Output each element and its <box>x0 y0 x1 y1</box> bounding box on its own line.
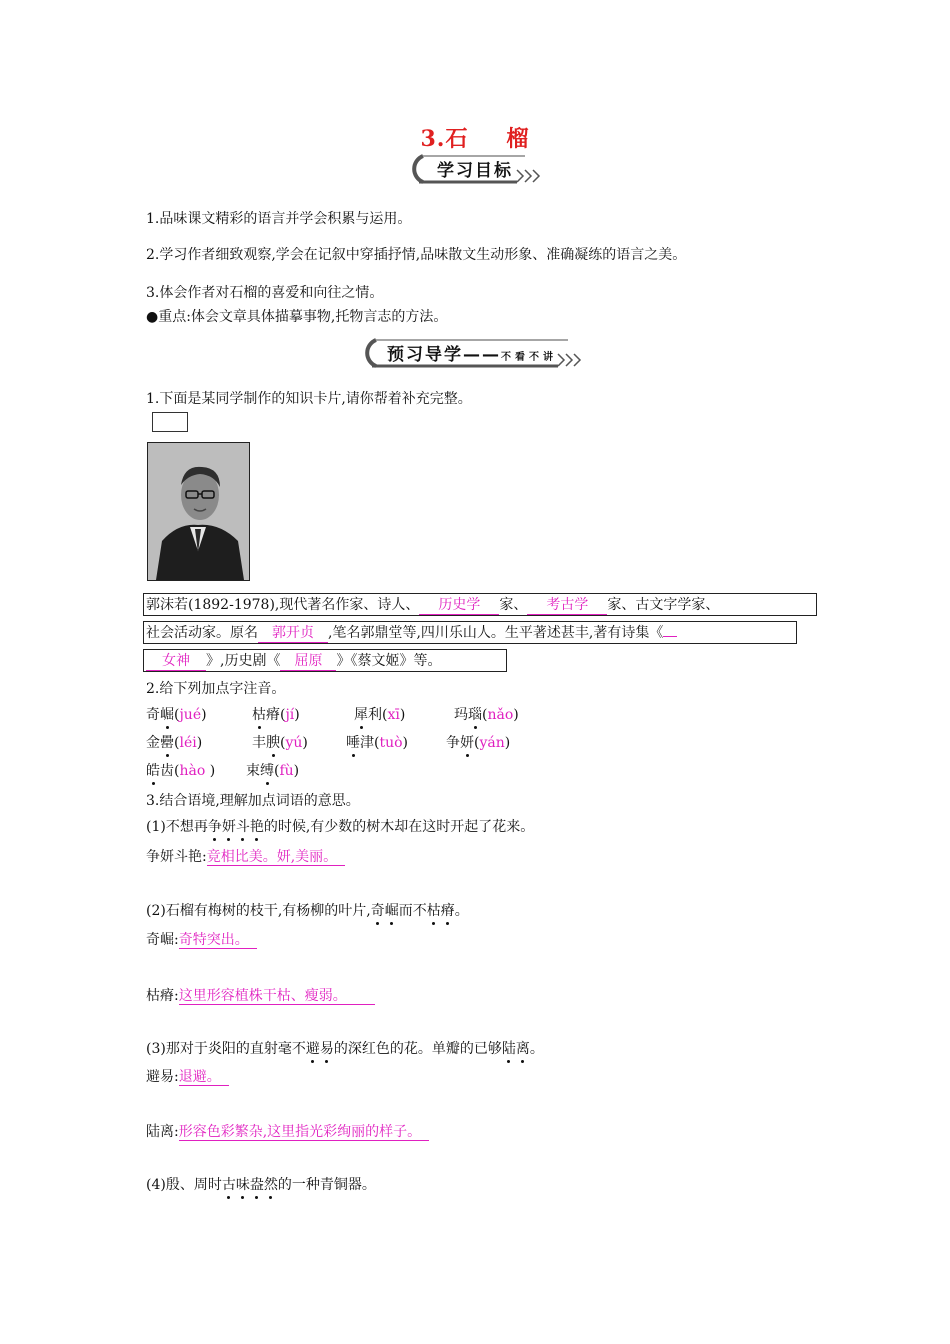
dotted-word <box>502 1041 530 1057</box>
dotted-word <box>222 1177 278 1193</box>
objective-item: 1.品味课文精彩的语言并学会积累与运用。 <box>146 211 412 227</box>
pinyin-item: 金罍(léi) <box>146 735 203 751</box>
answer-blank[interactable]: 历史学 <box>419 594 499 615</box>
dotted-char: 崛 <box>384 903 399 919</box>
pinyin-item: 玛瑙(nǎo) <box>454 707 519 723</box>
pinyin-item: 丰腴(yú) <box>252 735 308 751</box>
pinyin-item: 枯瘠(jí) <box>252 707 300 723</box>
answer-blank[interactable]: 屈原 <box>280 650 336 671</box>
pinyin-item: 唾津(tuò) <box>346 735 409 751</box>
answer-blank[interactable]: 郭开贞 <box>258 622 328 643</box>
pinyin-item: 皓齿(hào ) <box>146 763 216 779</box>
question-3-prompt: 3.结合语境,理解加点词语的意思。 <box>146 793 360 809</box>
answer-line: 枯瘠:这里形容植株干枯、瘦弱。 <box>146 985 375 1005</box>
dotted-word <box>371 903 399 919</box>
question-1-prompt: 1.下面是某同学制作的知识卡片,请你帮着补充完整。 <box>146 391 472 407</box>
dotted-char: 味 <box>235 1177 250 1193</box>
answer-blank[interactable]: 考古学 <box>527 594 607 615</box>
dotted-char: 争 <box>207 819 222 835</box>
dotted-char: 古 <box>221 1177 236 1193</box>
dotted-char: 艳 <box>249 819 264 835</box>
key-point: ●重点:体会文章具体描摹事物,托物言志的方法。 <box>146 309 448 325</box>
context-sentence-2: (2)石榴有梅树的枝干,有杨柳的叶片,奇崛而不枯瘠。 <box>146 903 469 919</box>
context-sentence-4: (4)殷、周时古味盎然的一种青铜器。 <box>146 1177 376 1193</box>
pinyin-item: 奇崛(jué) <box>146 707 207 723</box>
dotted-word <box>306 1041 334 1057</box>
card-line-3: 女神 》,历史剧《 屈原 》《蔡文姬》等。 <box>143 649 507 672</box>
objective-item: 2.学习作者细致观察,学会在记叙中穿插抒情,品味散文生动形象、准确凝练的语言之美。 <box>146 247 687 263</box>
answer-blank[interactable]: 女神 <box>146 650 206 671</box>
dotted-char: 枯 <box>426 903 441 919</box>
dotted-char: 易 <box>319 1041 334 1057</box>
pinyin-item: 争妍(yán) <box>446 735 511 751</box>
dotted-word <box>427 903 455 919</box>
pinyin-item: 束缚(fù) <box>246 763 300 779</box>
section-banner-objectives <box>405 150 545 186</box>
banner-label: 预习导学——不看不讲 <box>387 344 557 365</box>
dotted-char: 斗 <box>235 819 250 835</box>
page-title: 3.石 榴 <box>420 126 530 152</box>
section-banner-preview <box>358 334 586 370</box>
author-photo <box>147 442 250 581</box>
context-sentence-3: (3)那对于炎阳的直射毫不避易的深红色的花。单瓣的已够陆离。 <box>146 1041 544 1057</box>
dotted-char: 避 <box>305 1041 320 1057</box>
card-line-2: 社会活动家。原名 郭开贞 ,笔名郭鼎堂等,四川乐山人。生平著述甚丰,著有诗集《 <box>143 621 797 644</box>
answer-line: 奇崛:奇特突出。 <box>146 929 257 949</box>
dotted-char: 然 <box>263 1177 278 1193</box>
objective-item: 3.体会作者对石榴的喜爱和向往之情。 <box>146 285 384 301</box>
context-sentence-1: (1)不想再争妍斗艳的时候,有少数的树木却在这时开起了花来。 <box>146 819 535 835</box>
card-line-1: 郭沫若(1892-1978),现代著名作家、诗人、 历史学 家、 考古学 家、古文字学家、 <box>143 593 817 616</box>
dotted-char: 妍 <box>221 819 236 835</box>
card-label-blank <box>152 412 188 432</box>
question-2-prompt: 2.给下列加点字注音。 <box>146 681 286 697</box>
dotted-char: 盎 <box>249 1177 264 1193</box>
dotted-char: 离 <box>515 1041 530 1057</box>
answer-line: 陆离:形容色彩繁杂,这里指光彩绚丽的样子。 <box>146 1121 429 1141</box>
dotted-char: 瘠 <box>440 903 455 919</box>
dotted-char: 奇 <box>370 903 385 919</box>
pinyin-item: 犀利(xī) <box>354 707 406 723</box>
answer-line: 争妍斗艳:竞相比美。妍,美丽。 <box>146 846 345 866</box>
answer-line: 避易:退避。 <box>146 1066 229 1086</box>
banner-label: 学习目标 <box>437 160 513 181</box>
dotted-char: 陆 <box>501 1041 516 1057</box>
dotted-word <box>208 819 264 835</box>
